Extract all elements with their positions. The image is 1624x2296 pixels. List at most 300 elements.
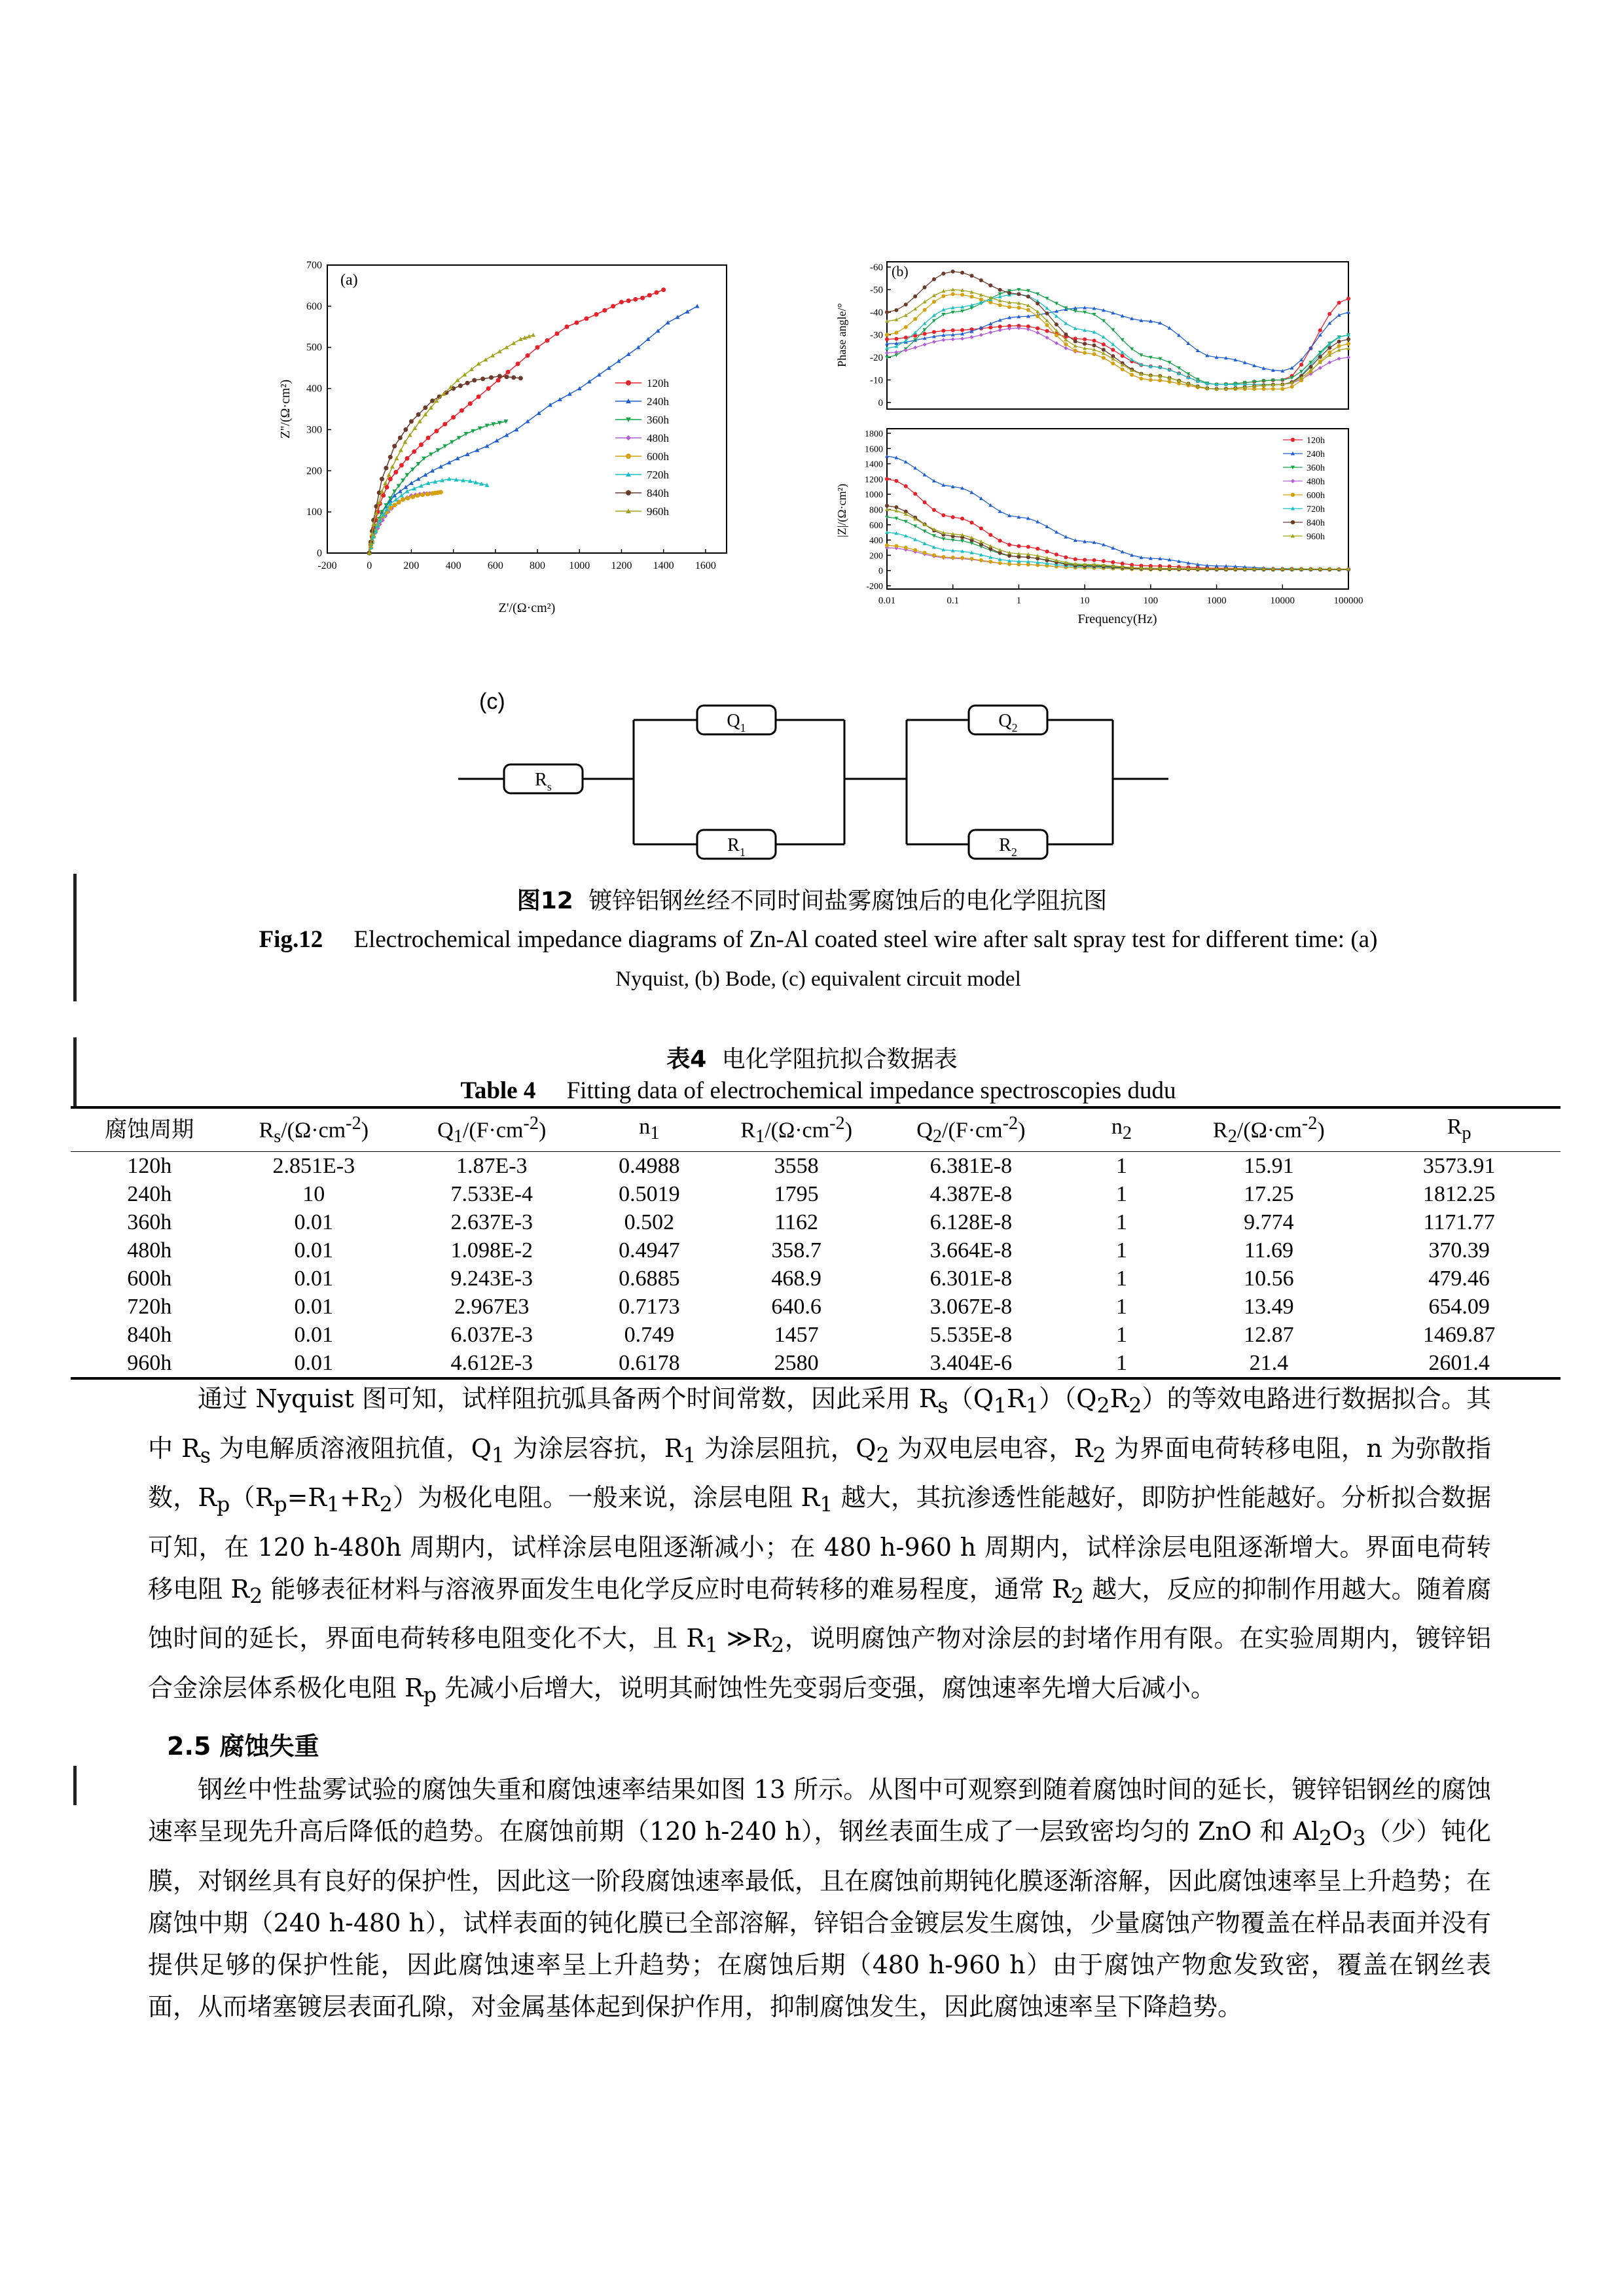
phase-point [932,314,936,317]
table-cell: 3.067E-8 [929,1295,1013,1319]
legend-marker [1291,520,1295,524]
phase-point [941,329,945,332]
phase-point [1045,336,1049,340]
phase-point [913,334,917,338]
bode-phase-ylabel: Phase angle/° [835,303,848,367]
phase-point [969,274,973,278]
legend-marker [626,490,631,495]
table-cell: 0.6885 [619,1266,680,1291]
table-cell: 6.301E-8 [929,1266,1013,1291]
nyquist-point [468,401,473,406]
nyquist-point [457,436,461,440]
nyquist-point [442,422,447,427]
nyquist-point [594,312,598,317]
table-cell: 9.774 [1244,1210,1294,1235]
phase-point [1083,342,1087,346]
phase-point [998,288,1002,292]
mod-point [941,513,945,517]
phase-point [969,295,973,298]
bode-mod-frame [887,429,1348,589]
table-header-row [71,1107,1561,1152]
mod-point [1055,530,1058,533]
mod-series-line [887,479,1348,569]
legend-marker [1291,438,1295,442]
table-cell: 0.01 [294,1238,334,1263]
nyquist-panel-label: (a) [340,272,358,289]
mod-point [998,561,1002,565]
phase-point [1168,326,1172,329]
nyquist-point [384,485,389,490]
phase-point [1092,344,1096,348]
table-cell: 468.9 [771,1266,821,1291]
phase-point [1346,346,1350,350]
nyquist-point [685,310,690,314]
phase-point [979,278,983,282]
nyquist-point [384,503,388,507]
nyquist-point [654,290,659,295]
mod-series-line [887,456,1348,569]
nyquist-point [611,304,615,308]
legend-label: 600h [647,450,669,463]
phase-point [988,325,992,329]
table-row [71,1208,1561,1236]
phase-point [1337,300,1341,304]
phase-point [1045,323,1049,327]
mod-point [913,524,917,528]
phase-point [1036,314,1039,318]
phase-series-line [887,294,1348,389]
nyquist-point [405,456,410,461]
legend-marker [626,380,631,386]
table-cell: 1795 [774,1182,819,1207]
nyquist-point [439,490,443,494]
table-cell: 2580 [774,1351,819,1376]
legend-label: 240h [1307,450,1325,459]
phase-ytick-label: -10 [870,375,883,386]
mod-point [894,505,898,509]
nyquist-ytick-label: 300 [306,424,322,436]
phase-point [1318,355,1322,359]
phase-point [960,293,964,296]
nyquist-point [392,444,397,448]
table-row [71,1293,1561,1321]
phase-point [1055,333,1058,337]
phase-point [885,310,889,314]
nyquist-series-line [369,422,506,553]
nyquist-xtick-label: 600 [487,560,503,571]
table-row [71,1321,1561,1349]
nyquist-point [399,448,403,452]
phase-point [923,342,927,346]
phase-point [894,331,898,334]
nyquist-point [490,353,495,357]
nyquist-point [489,375,494,380]
phase-point [1290,385,1294,389]
table-caption-cn [0,1041,1624,1074]
nyquist-point [486,386,491,391]
legend-marker [1291,479,1295,483]
mod-point [1092,558,1096,562]
col-header: $Q_2/(F\cdot cm^{-2})$ [916,1113,1026,1147]
phase-point [1102,348,1106,351]
nyquist-point [412,449,416,454]
phase-point [1045,329,1049,333]
legend-label: 120h [1307,436,1325,446]
phase-point [923,308,927,312]
mod-point [960,556,964,560]
bode-svg [831,255,1375,635]
nyquist-point [477,361,481,365]
nyquist-point [430,399,435,403]
table-caption-cn-text: 电化学阻抗拟合数据表 [721,1046,958,1073]
nyquist-point [420,492,425,497]
mod-ytick-label: 0 [878,566,883,577]
mod-point [913,492,917,496]
table-cell: 1457 [774,1323,819,1348]
phase-point [923,285,927,289]
mod-point [932,553,936,557]
nyquist-ytick-label: 700 [306,260,322,271]
equivalent-circuit [452,684,1185,867]
table-cell: 0.7173 [619,1295,680,1319]
mod-point [1045,550,1049,554]
col-header: $R_1/(\Omega\cdot cm^{-2})$ [740,1113,853,1147]
nyquist-point [584,316,588,321]
nyquist-point [383,481,388,485]
table-cell: 12.87 [1244,1323,1294,1348]
phase-point [1092,313,1096,316]
phase-point [1045,297,1049,300]
nyquist-point [403,427,408,432]
nyquist-point [640,296,645,300]
phase-point [998,303,1002,307]
table-cell: 0.5019 [619,1182,680,1207]
phase-point [894,308,898,312]
nyquist-point [465,381,470,386]
nyquist-point [496,378,501,383]
phase-point [998,325,1002,329]
nyquist-point [439,465,443,469]
legend-label: 480h [647,432,669,444]
table-row [71,1349,1561,1378]
phase-point [1026,295,1030,298]
nyquist-point [626,298,631,303]
phase-ytick-label: -30 [870,330,883,341]
phase-point [1149,378,1153,382]
nyquist-point [545,338,550,343]
phase-point [932,340,936,344]
legend-label: 120h [647,377,669,389]
phase-point [1121,354,1125,358]
nyquist-point [410,495,415,499]
phase-point [1102,356,1106,360]
phase-point [1262,387,1266,391]
fig-caption-cn-label: 图12 [516,888,573,914]
table-cell: 120h [127,1154,172,1179]
phase-point [951,292,955,296]
paragraph-2-text: 钢丝中性盐雾试验的腐蚀失重和腐蚀速率结果如图 13 所示。从图中可观察到随着腐蚀时间的延长，镀锌铝钢丝的腐蚀速率呈现先升高后降低的趋势。在腐蚀前期（120 h-240 h），钢丝表面生成了一层致密均匀的 ZnO 和 $Al_2O_3$（少）钝化膜，对钢丝具有良好的保护性，因此这一阶段腐蚀速率最低，且在腐蚀前期钝化膜逐渐溶解，因此腐蚀速率呈上升趋势；在腐蚀中期（240 h-480 h），试样表面的钝化膜已全部溶解，锌铝合金镀层发生腐蚀，少量腐蚀产物覆盖在样品表面并没有提供足够的保护性能，因此腐蚀速率呈上升趋势；在腐蚀后期（480 h-960 h）由于腐蚀产物愈发致密，覆盖在钢丝表面，从而堵塞镀层表面孔隙，对金属基体起到保护作用，抑制腐蚀发生，因此腐蚀速率呈下降趋势。 [148,1775,1492,2021]
table-cell: 0.01 [294,1266,334,1291]
nyquist-xtick-label: 400 [445,560,461,571]
table-cell: 2.851E-3 [272,1154,355,1179]
nyquist-point [504,433,509,437]
mod-point [941,555,945,559]
table-cell: 600h [127,1266,172,1291]
table-cell: 0.01 [294,1295,334,1319]
legend-label: 360h [647,414,669,426]
table-cell: 2601.4 [1428,1351,1490,1376]
fig-caption-cn [0,882,1624,916]
nyquist-point [416,412,421,417]
mod-series-line [887,510,1348,569]
nyquist-point [416,476,421,480]
nyquist-point [504,345,509,349]
nyquist-point [398,436,403,440]
table-row [71,1152,1561,1181]
phase-point [1346,355,1350,359]
phase-point [1271,387,1275,391]
phase-point [1036,327,1039,331]
mod-point [1007,562,1011,566]
table-cell: 2.967E3 [454,1295,530,1319]
nyquist-point [425,492,430,496]
table-cell: 720h [127,1295,172,1319]
mod-xtick-label: 10 [1079,596,1090,606]
nyquist-point [695,304,700,308]
mod-ytick-label: 600 [869,520,883,531]
nyquist-point [531,332,535,336]
col-header: $n_1$ [639,1115,660,1143]
phase-point [1327,361,1331,365]
phase-point [951,329,955,332]
table-cell: 1.098E-2 [450,1238,533,1263]
table-cell: 13.49 [1244,1295,1294,1319]
mod-point [885,543,889,547]
bode-phase-frame [887,262,1348,409]
mod-point [951,556,955,560]
legend-label: 840h [647,487,669,499]
fig-caption-en-text: Electrochemical impedance diagrams of Zn-Al coated steel wire after salt spray test for different time: (a) [353,926,1378,953]
nyquist-point [526,353,530,358]
section-heading: 2.5 腐蚀失重 [167,1732,319,1761]
table-cell: 1 [1116,1266,1127,1291]
bode-mod-ylabel: |Z|/(Ω·cm²) [835,484,848,537]
phase-point [1318,366,1322,370]
table-cell: 10.56 [1244,1266,1294,1291]
table-cell: 6.037E-3 [450,1323,533,1348]
mod-point [998,539,1002,543]
phase-point [923,332,927,336]
phase-point [1036,331,1039,334]
mod-point [885,477,889,481]
nyquist-point [419,442,424,447]
table-cell: 3573.91 [1422,1154,1496,1179]
phase-point [1092,352,1096,356]
legend-label: 600h [1307,491,1325,501]
table-cell: 0.01 [294,1351,334,1376]
phase-point [941,294,945,298]
table-cell: 6.128E-8 [929,1210,1013,1235]
mod-ytick-label: 400 [869,536,883,547]
phase-point [932,330,936,334]
phase-point [1017,292,1020,296]
phase-point [1026,327,1030,331]
phase-point [1036,310,1039,313]
phase-point [1102,342,1106,346]
nyquist-ytick-label: 500 [306,342,322,353]
phase-point [1102,335,1106,338]
mod-ytick-label: -200 [866,582,883,592]
table-cell: 1171.77 [1423,1210,1495,1235]
nyquist-point [661,287,666,292]
mod-series-line [887,506,1348,570]
nyquist-point [666,321,670,325]
phase-point [1064,342,1068,346]
table-cell: 7.533E-4 [450,1182,533,1207]
nyquist-point [451,415,456,420]
phase-point [1083,351,1087,355]
nyquist-ytick-label: 600 [306,300,322,312]
nyquist-chart [275,259,733,638]
table-cell: 1 [1116,1154,1127,1179]
col-header: $n_2$ [1111,1115,1132,1143]
legend-label: 840h [1307,518,1325,528]
mod-point [1007,554,1011,558]
nyquist-point [460,408,464,413]
phase-point [1092,338,1096,342]
table-cell: 6.381E-8 [929,1154,1013,1179]
table-cell: 1 [1116,1295,1127,1319]
phase-point [1346,337,1350,341]
phase-point [1337,344,1341,348]
mod-point [1017,555,1020,559]
mod-xtick-label: 10000 [1270,596,1295,606]
mod-point [969,557,973,561]
legend-label: 960h [1307,532,1325,542]
phase-point [998,328,1002,332]
phase-point [941,313,945,316]
mod-point [960,516,964,520]
phase-point [960,337,964,341]
phase-point [969,335,973,339]
table-row [71,1236,1561,1265]
phase-point [1130,348,1134,351]
phase-point [1299,363,1303,367]
nyquist-xtick-label: 0 [367,560,372,571]
table-cell: 1469.87 [1422,1323,1496,1348]
nyquist-point [388,476,393,481]
table-cell: 1 [1116,1182,1127,1207]
col-header: $R_p$ [1447,1115,1471,1143]
col-header: 腐蚀周期 [105,1117,194,1143]
nyquist-point [504,374,509,379]
mod-point [932,479,936,482]
table-cell: 1 [1116,1238,1127,1263]
nyquist-point [409,481,414,485]
phase-ytick-label: -50 [870,285,883,296]
phase-point [941,338,945,342]
phase-point [1346,310,1350,314]
nyquist-point [558,397,562,401]
mod-xtick-label: 0.01 [878,596,896,606]
phase-point [1045,312,1049,315]
table-cell: 1 [1116,1323,1127,1348]
mod-point [913,548,917,552]
phase-point [1007,305,1011,309]
table-cell: 2.637E-3 [450,1210,533,1235]
nyquist-ytick-label: 200 [306,465,322,477]
nyquist-point [423,473,427,476]
table-caption-en-text: Fitting data of electrochemical impedance spectroscopies dudu [566,1077,1176,1104]
nyquist-point [497,374,502,378]
table-cell: 10 [302,1182,325,1207]
table-cell: 1812.25 [1422,1182,1496,1207]
phase-point [913,317,917,321]
bode-panel-label: (b) [892,263,909,279]
paragraph-1 [148,1378,1491,1717]
table-cell: 0.6178 [619,1351,680,1376]
phase-point [951,337,955,341]
q2-label: $Q_2$ [998,711,1018,734]
phase-point [1327,312,1331,316]
phase-point [988,331,992,334]
phase-point [904,314,908,317]
nyquist-point [574,321,579,325]
nyquist-point [384,466,388,471]
nyquist-ylabel: Z''/(Ω·cm²) [278,379,293,439]
nyquist-point [406,496,410,501]
phase-point [988,300,992,304]
mod-xtick-label: 100000 [1333,596,1363,606]
nyquist-point [380,476,384,481]
table-cell: 0.749 [624,1323,675,1348]
table-cell: 0.4947 [619,1238,680,1263]
nyquist-point [506,370,511,374]
phase-point [1083,337,1087,341]
col-header: $Q_1/(F\cdot cm^{-2})$ [437,1113,547,1147]
nyquist-point [442,444,447,448]
phase-ytick-label: -60 [870,262,883,273]
phase-point [1130,373,1134,377]
table-cell: 0.4988 [619,1154,680,1179]
mod-point [894,479,898,483]
phase-point [1168,361,1172,364]
phase-point [1327,346,1331,350]
mod-point [1055,552,1058,556]
mod-ytick-label: 1000 [865,490,883,501]
phase-point [1139,376,1143,380]
legend-label: 240h [647,395,669,408]
mod-point [1074,557,1077,561]
mod-point [1111,560,1115,564]
paragraph-1-text: 通过 Nyquist 图可知，试样阻抗弧具备两个时间常数，因此采用 $R_s(Q_1R_1)(Q_2R_2)$的等效电路进行数据拟合。其中 $R_s$ 为电解质溶液阻抗值，$Q_1$ 为涂层容抗，$R_1$ 为涂层阻抗，$Q_2$ 为双电层电容，$R_2$ 为界面电荷转移电阻，n 为弥散指数，$R_p(R_p=R_1+R_2)$为极化电阻。一般来说，涂层电阻 $R_1$ 越大，其抗渗透性能越好，即防护性能越好。分析拟合数据可知，在 120 h-480h 周期内，试样涂层电阻逐渐减小；在 480 h-960 h 周期内，试样涂层电阻逐渐增大。界面电荷转移电阻 $R_2$ 能够表征材料与溶液界面发生电化学反应时电荷转移的难易程度，通常 $R_2$ 越大，反应的抑制作用越大。随着腐蚀时间的延长，界面电荷转移电阻变化不大，且 $R_1$ $≫R_2$，说明腐蚀产物对涂层的封堵作用有限。在实验周期内，镀锌铝合金涂层体系极化电阻 $R_p$ 先减小后增大，说明其耐蚀性先变弱后变强，腐蚀速率先增大后减小。 [148,1384,1491,1708]
phase-point [1026,308,1030,312]
mod-point [1026,555,1030,559]
table-cell: 1.87E-3 [456,1154,528,1179]
mod-point [1026,545,1030,548]
phase-point [904,302,908,306]
mod-ytick-label: 1200 [865,475,883,485]
table-cell: 0.01 [294,1210,334,1235]
nyquist-point [494,439,499,442]
nyquist-xtick-label: 200 [403,560,420,571]
table-cell: 3.664E-8 [929,1238,1013,1263]
nyquist-xtick-label: 1600 [695,560,716,571]
fig-caption-en [131,921,1506,959]
phase-point [932,278,936,281]
table-row [71,1265,1561,1293]
mod-point [1064,535,1068,538]
